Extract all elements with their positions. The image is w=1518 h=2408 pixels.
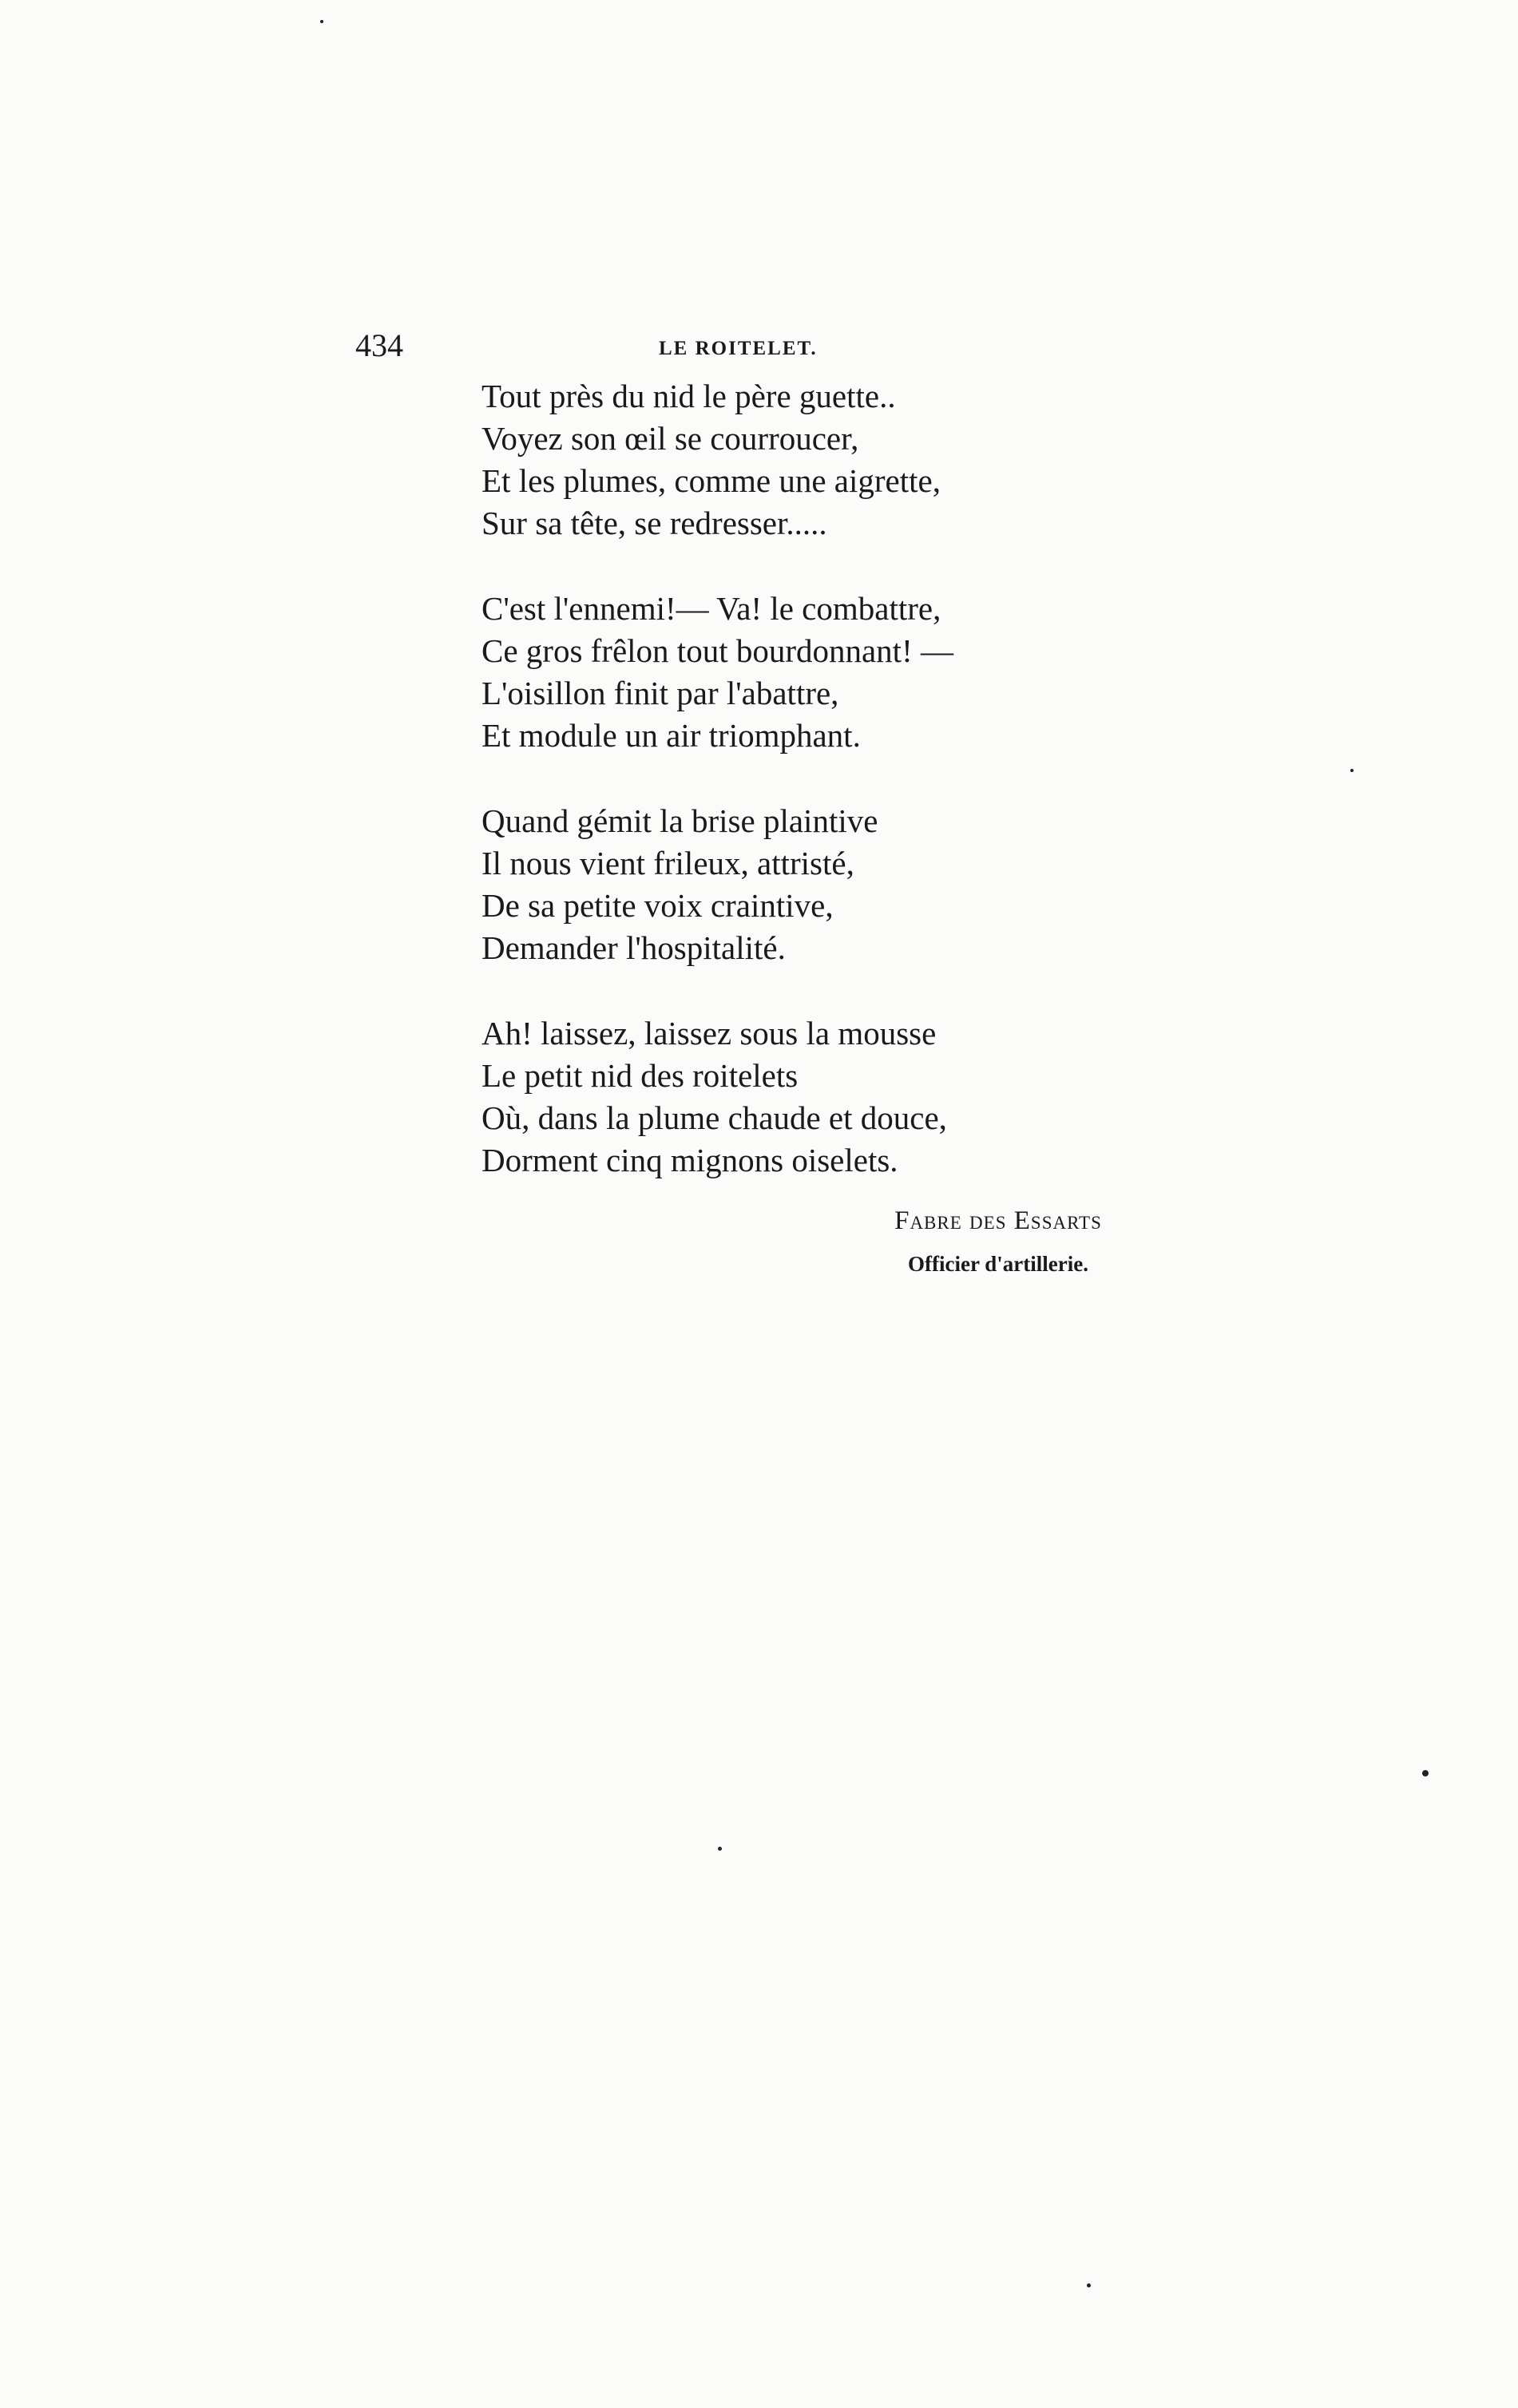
poem-line: Quand gémit la brise plaintive [482,802,878,839]
running-head [355,326,1178,366]
poem-line: Ah! laissez, laissez sous la mousse [482,1015,937,1052]
scan-speck [1350,769,1354,772]
poem-line: Demander l'hospitalité. [482,929,786,966]
scan-speck [1422,1770,1429,1776]
poem-line: Le petit nid des roitelets [482,1057,799,1094]
poem-line: De sa petite voix craintive, [482,887,834,924]
poem-line: Et module un air triomphant. [482,717,861,754]
poem-line: Sur sa tête, se redresser..... [482,505,827,541]
page-number: 434 [355,327,403,363]
running-title: LE ROITELET. [659,338,818,359]
scan-speck [718,1847,722,1851]
poem-line: Il nous vient frileux, attristé, [482,845,854,881]
stanza-3 [482,800,1200,969]
poem-line: L'oisillon finit par l'abattre, [482,675,839,711]
author-name: Fabre des Essarts [894,1206,1102,1235]
poem-line: Et les plumes, comme une aigrette, [482,462,941,499]
poem-line: C'est l'ennemi!— Va! le combattre, [482,590,941,627]
scan-speck [1087,2283,1091,2287]
poem [482,375,1200,1225]
author-role: Officier d'artillerie. [908,1252,1088,1276]
stanza-2 [482,588,1200,757]
poem-line: Où, dans la plume chaude et douce, [482,1099,947,1136]
poem-line: Voyez son œil se courroucer, [482,420,859,457]
stanza-4 [482,1012,1200,1182]
poem-line: Ce gros frêlon tout bourdonnant! — [482,632,953,669]
poem-line: Dorment cinq mignons oiselets. [482,1142,898,1178]
scan-speck [320,20,323,23]
signature [866,1203,1130,1278]
stanza-1 [482,375,1200,545]
poem-line: Tout près du nid le père guette.. [482,378,896,414]
